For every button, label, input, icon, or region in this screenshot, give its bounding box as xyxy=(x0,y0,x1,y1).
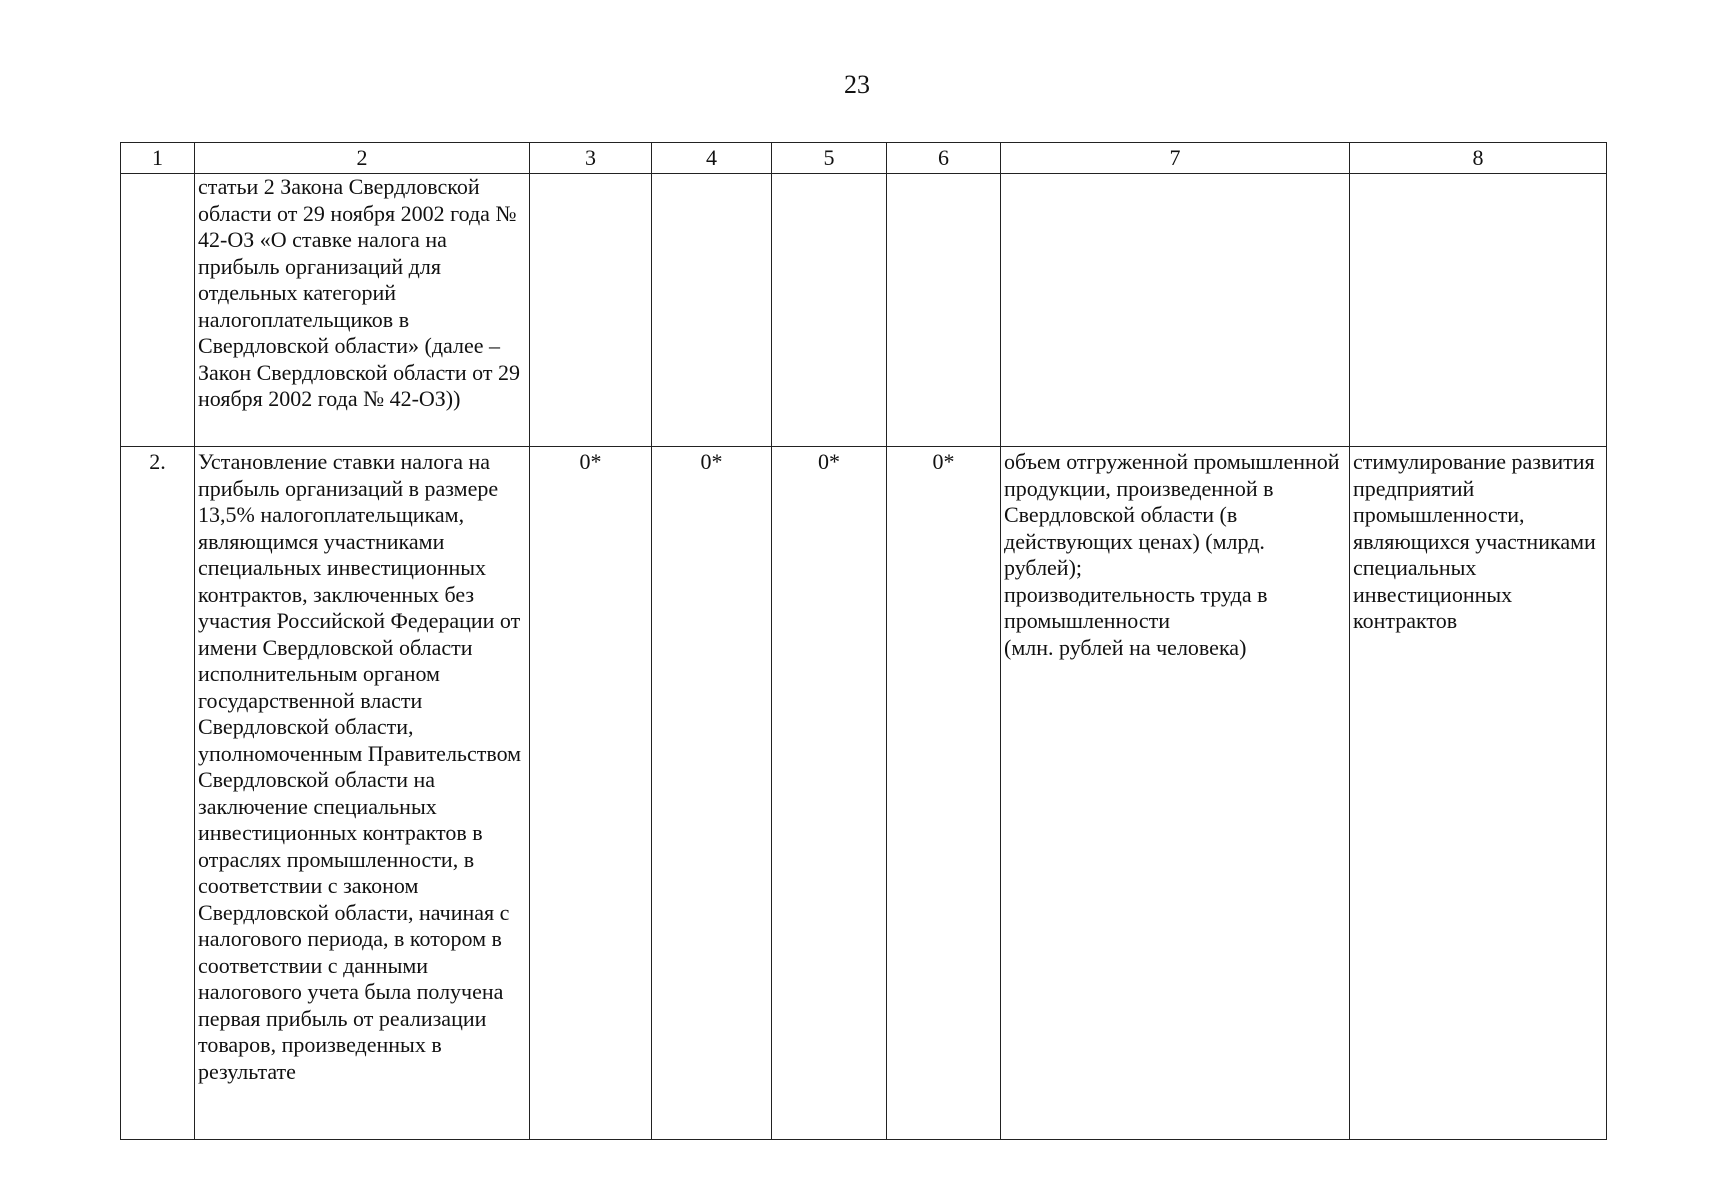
row-number-cell xyxy=(121,174,195,447)
column-header-2: 2 xyxy=(195,143,530,174)
value-cell-6: 0* xyxy=(887,447,1001,1140)
value-cell-4: 0* xyxy=(652,447,772,1140)
value-cell-6 xyxy=(887,174,1001,447)
indicator-cell xyxy=(1001,174,1350,447)
table-row xyxy=(121,447,1607,1140)
indicator-cell: объем отгруженной промышленной продукции, произведенной в Свердловской области (в действующих ценах) (млрд. рублей); производительность труда в промышленности (млн. рублей на человека) xyxy=(1001,447,1350,1140)
column-header-3: 3 xyxy=(530,143,652,174)
goal-cell: стимулирование развития предприятий промышленности, являющихся участниками специальных инвестиционных контрактов xyxy=(1350,447,1607,1140)
page-number: 23 xyxy=(844,70,870,99)
value-cell-5: 0* xyxy=(772,447,887,1140)
measure-description-cell: Установление ставки налога на прибыль организаций в размере 13,5% налогоплательщикам, являющимся участниками специальных инвестиционных контрактов, заключенных без участия Российской Федерации от имени Свердловской области исполнительным органом государственной власти Свердловской области, уполномоченным Правительством Свердловской области на заключение специальных инвестиционных контрактов в отраслях промышленности, в соответствии с законом Свердловской области, начиная с налогового периода, в котором в соответствии с данными налогового учета была получена первая прибыль от реализации товаров, произведенных в результате xyxy=(195,447,530,1140)
value-cell-3: 0* xyxy=(530,447,652,1140)
column-header-7: 7 xyxy=(1001,143,1350,174)
indicator-table xyxy=(120,142,1607,1140)
value-cell-5 xyxy=(772,174,887,447)
column-header-4: 4 xyxy=(652,143,772,174)
column-header-5: 5 xyxy=(772,143,887,174)
row-number-cell: 2. xyxy=(121,447,195,1140)
table-header-row xyxy=(121,143,1607,174)
value-cell-4 xyxy=(652,174,772,447)
table-row xyxy=(121,174,1607,447)
value-cell-3 xyxy=(530,174,652,447)
goal-cell xyxy=(1350,174,1607,447)
column-header-6: 6 xyxy=(887,143,1001,174)
measure-description-cell: статьи 2 Закона Свердловской области от 29 ноября 2002 года № 42-ОЗ «О ставке налога на прибыль организаций для отдельных категорий налогоплательщиков в Свердловской области» (далее – Закон Свердловской области от 29 ноября 2002 года № 42-ОЗ)) xyxy=(195,174,530,447)
column-header-8: 8 xyxy=(1350,143,1607,174)
column-header-1: 1 xyxy=(121,143,195,174)
